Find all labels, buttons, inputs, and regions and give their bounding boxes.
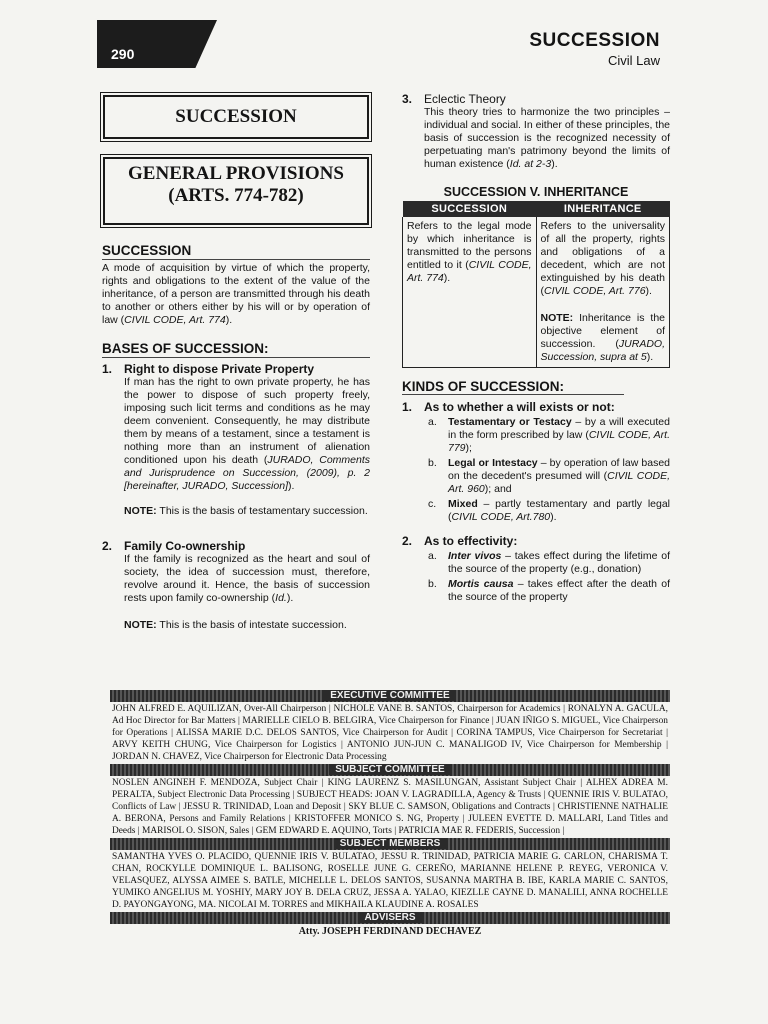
eclectic-theory-body: This theory tries to harmonize the two principles – individual and social. In either of these principles, the basis of succession is the recognized necessity of perpetuating man's patrimony beyond the limits of human existence ( — [424, 106, 670, 170]
succession-citation: CIVIL CODE, Art. 774 — [124, 314, 226, 326]
sub-text: – takes effect during the lifetime of the source of the property (e.g., donation) — [448, 550, 670, 575]
table-cell-succession — [403, 217, 537, 368]
eclectic-theory-number: 3. — [402, 92, 413, 106]
basis-item-2-number: 2. — [102, 539, 113, 553]
kind-item-1b — [428, 457, 670, 496]
note-label: NOTE: — [124, 619, 157, 631]
basis-item-2 — [102, 539, 370, 605]
eclectic-theory-citation: Id. at 2-3 — [509, 158, 552, 170]
bases-heading: BASES OF SUCCESSION: — [102, 341, 370, 358]
sub-term: Mortis causa — [448, 578, 514, 590]
section-title-line2: (ARTS. 774-782) — [168, 185, 304, 206]
note-label: NOTE: — [124, 505, 157, 517]
kind-item-2 — [402, 534, 670, 604]
kind-item-1c — [428, 498, 670, 524]
basis-item-1-note — [124, 505, 370, 517]
basis-item-1-number: 1. — [102, 362, 113, 376]
kind-item-1a — [428, 416, 670, 455]
basis-item-1-text — [124, 376, 370, 493]
kinds-section — [402, 378, 670, 604]
basis-item-1-citation: JURADO, Comments and Jurisprudence on Succession, (2009), p. 2 [hereinafter, JURADO, Succession] — [124, 454, 370, 492]
note-text: Inheritance is the objective element of succession. ( — [540, 312, 665, 350]
basis-item-1-end: ). — [288, 480, 295, 492]
sub-citation: CIVIL CODE, Art.780 — [451, 511, 551, 523]
sub-text: – takes effect after the death of the source of the property — [448, 578, 670, 603]
sub-term: Testamentary or Testacy — [448, 416, 572, 428]
eclectic-theory-end: ). — [551, 158, 558, 170]
advisers-bar — [110, 912, 670, 924]
chapter-title-box — [103, 95, 369, 139]
basis-item-1 — [102, 362, 370, 517]
section-title-box — [103, 157, 369, 225]
subject-members-bar — [110, 838, 670, 850]
table-header-inheritance: INHERITANCE — [536, 201, 670, 217]
sub-citation: CIVIL CODE, Art. 960 — [448, 470, 670, 495]
chapter-title: SUCCESSION — [175, 106, 297, 127]
credits-block — [110, 690, 670, 937]
basis-item-2-body: If the family is recognized as the heart and soul of society, the idea of succession must, therefore, revolve around it. Hence, the basis of succession rests upon family co-ownership ( — [124, 553, 370, 604]
sub-term: Inter vivos — [448, 550, 502, 562]
sub-citation: CIVIL CODE, Art. 779 — [448, 429, 670, 454]
note-label: NOTE: — [540, 312, 574, 324]
cell-citation: CIVIL CODE, Art. 774 — [407, 259, 532, 284]
sub-text: – by operation of law based on the decedent's presumed will ( — [448, 457, 670, 482]
table-cell-inheritance — [536, 217, 670, 368]
subject-committee-names: NOSLEN ANGINEH F. MENDOZA, Subject Chair | KING LAURENZ S. MASILUNGAN, Assistant Subject Chair | ALHEX ADREA M. PERALTA, Subject Electronic Data Processing | SUBJECT HEADS: JOAN V. LAGRADILLA, Agency & Trusts | QUENNIE IRIS V. BULATAO, Conflicts of Law | JESSU R. TRINIDAD, Loan and Deposit | SKY BLUE C. SAMSON, Obligations and Contracts | CHRISTIENNE NATHALIE A. BERONA, Persons and Family Relations | KRISTOFFER MONICO S. NG, Property | JULEEN EVETTE D. MALLARI, Land Titles and Deeds | MARISOL O. SISON, Sales | GEM EDWARD E. AQUINO, Torts | PATRICIA MAE R. FEDERIS, Succession | — [112, 778, 668, 836]
note-text: This is the basis of testamentary succession. — [156, 505, 368, 517]
basis-item-2-end: ). — [286, 592, 294, 604]
executive-committee-names: JOHN ALFRED E. AQUILIZAN, Over-All Chairperson | NICHOLE VANE B. SANTOS, Chairperson for Academics | RONALYN A. GACULA, Ad Hoc Director for Bar Matters | MARIELLE CIELO B. BELGIRA, Vice Chairperson for Finance | JUAN IÑIGO S. MIGUEL, Vice Chairperson for Operations | ALISSA MARIE D.C. DELOS SANTOS, Vice Chairperson for Audit | CORINA TAMPUS, Vice Chairperson for Secretariat | ARVY KEITH CHUNG, Vice Chairperson for Logistics | ANTONIO JUN-JUN C. MANALIGOD IV, Vice Chairperson for Membership | JORDAN N. CHAVEZ, Vice Chairperson for Electronic Data Processing — [112, 704, 668, 762]
sub-term: Mixed — [448, 498, 478, 510]
sub-end: ); and — [484, 483, 512, 495]
table-header-row — [403, 201, 670, 217]
note-citation: JURADO, Succession, supra at 5 — [540, 338, 665, 363]
kind-item-2-number: 2. — [402, 534, 413, 548]
sub-end: ). — [550, 511, 557, 523]
kind-item-2b — [428, 578, 670, 604]
inheritance-note — [541, 312, 666, 364]
succession-heading: SUCCESSION — [102, 243, 370, 260]
kind-item-1-number: 1. — [402, 400, 413, 414]
basis-item-1-body: If man has the right to own private property, he has the power to dispose of such property freely, imposing such licit terms and conditions as he may deem convenient. Consequently, he may distribute them by means of a testament, since a testament is nothing more than an instrument of alienation conditioned upon his death ( — [124, 376, 370, 466]
sub-letter: b. — [428, 578, 437, 590]
running-header-subtitle: Civil Law — [607, 53, 660, 68]
note-text: This is the basis of intestate succession. — [156, 619, 347, 631]
succession-vs-inheritance-heading: SUCCESSION V. INHERITANCE — [443, 185, 629, 199]
succession-definition — [102, 262, 370, 327]
note-end: ). — [646, 351, 654, 363]
kind-item-1-title: As to whether a will exists or not: — [424, 400, 615, 414]
basis-item-2-title: Family Co-ownership — [124, 539, 246, 553]
sub-letter: a. — [428, 550, 437, 562]
basis-item-1-title: Right to dispose Private Property — [124, 362, 315, 376]
adviser-name: Atty. JOSEPH FERDINAND DECHAVEZ — [298, 926, 482, 937]
cell-text: Refers to the universality of all the property, rights and obligations of a decedent, which are not extinguished by his death ( — [540, 220, 665, 297]
subject-committee-bar — [110, 764, 670, 776]
cell-citation: CIVIL CODE, Art. 776 — [544, 285, 646, 297]
sub-text: – partly testamentary and partly legal ( — [448, 498, 670, 523]
succession-definition-text: A mode of acquisition by virtue of which the property, rights and obligations to the extent of the value of the inheritance, of a person are transmitted through his death to another or others either by his will or by operation of law ( — [102, 262, 370, 326]
basis-item-2-citation: Id. — [275, 592, 287, 604]
kinds-heading: KINDS OF SUCCESSION: — [402, 379, 624, 395]
basis-item-2-text — [124, 553, 370, 605]
succession-definition-end: ). — [225, 314, 233, 326]
page-number: 290 — [111, 46, 135, 62]
right-column — [402, 92, 670, 604]
subject-members-names: SAMANTHA YVES O. PLACIDO, QUENNIE IRIS V. BULATAO, JESSU R. TRINIDAD, PATRICIA MARIE G. CARLON, CHARISMA T. CHAN, ROCKYLLE DOMINIQUE L. BALISONG, ROSELLE JUNE G. CEREÑO, MARIANNE HELENE P. REYEG, VERONICA V. VELASQUEZ, ALYSSA AIMEE S. BATLE, MICHELLE L. DELOS SANTOS, SUSANNA MARTHA B. IBE, KARLA MARIE C. SANTOS, YUMIKO ANGELIUS M. YOSHIY, MARY JOY B. DELA CRUZ, JESSA A. YALAO, KIEZLLE CAYNE D. MANALILI, ANNA ROCHELLE D. PAYONGAYONG, MA. NICOLAI M. TORRES and MIKHAILA KLAUDINE A. ROSALES — [112, 852, 668, 910]
cell-end: ). — [645, 285, 652, 297]
sub-text: – by a will executed in the form prescribed by law ( — [448, 416, 670, 441]
executive-committee-bar — [110, 690, 670, 702]
sub-term: Legal or Intestacy — [448, 457, 538, 469]
sub-letter: a. — [428, 416, 437, 428]
eclectic-theory-text — [424, 106, 670, 171]
cell-text: Refers to the legal mode by which inheritance is transmitted to the persons entitled to it ( — [407, 220, 532, 271]
bar-label: EXECUTIVE COMMITTEE — [324, 690, 455, 701]
bar-label: ADVISERS — [358, 912, 421, 923]
kind-item-2a — [428, 550, 670, 576]
sub-letter: c. — [428, 498, 437, 510]
section-title-line1: GENERAL PROVISIONS — [128, 163, 344, 184]
eclectic-theory-item — [402, 92, 670, 171]
left-column — [102, 243, 370, 631]
basis-item-2-note — [124, 619, 370, 631]
bar-label: SUBJECT COMMITTEE — [329, 764, 450, 775]
cell-end: ). — [443, 272, 451, 284]
kind-item-2-title: As to effectivity: — [424, 534, 518, 548]
succession-vs-inheritance-table — [402, 201, 670, 368]
table-row — [403, 217, 670, 368]
eclectic-theory-title: Eclectic Theory — [424, 92, 506, 106]
sub-end: ); — [465, 442, 472, 454]
table-header-succession: SUCCESSION — [403, 201, 537, 217]
running-header-title: SUCCESSION — [529, 30, 660, 51]
kind-item-1 — [402, 400, 670, 524]
sub-letter: b. — [428, 457, 437, 469]
bar-label: SUBJECT MEMBERS — [334, 838, 447, 849]
